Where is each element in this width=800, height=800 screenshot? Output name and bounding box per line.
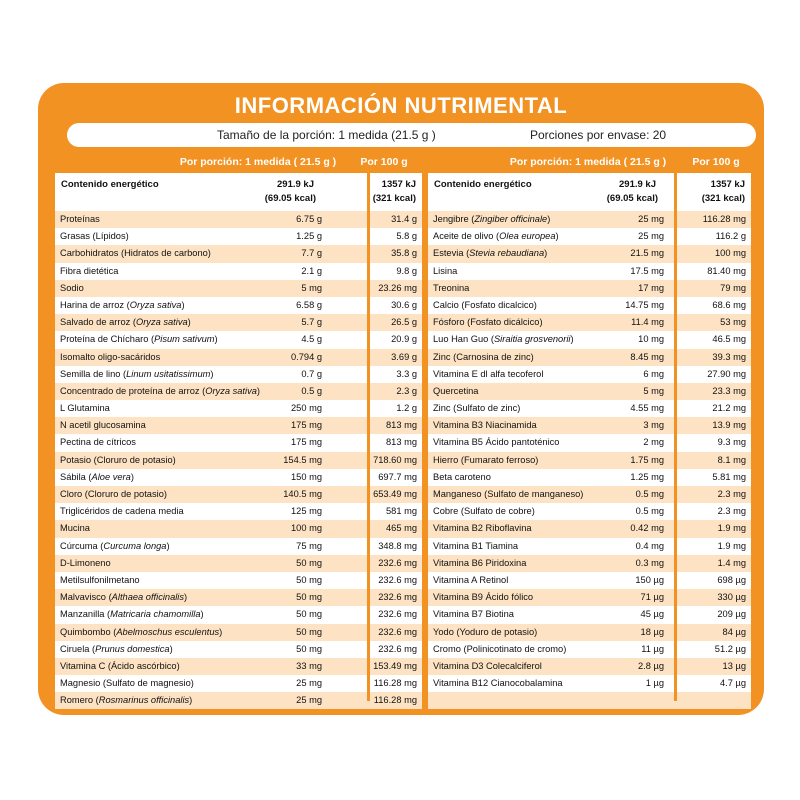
nutrient-name: Vitamina B5 Ácido pantoténico	[433, 437, 560, 448]
table-row	[428, 434, 751, 451]
table-row	[428, 469, 751, 486]
per100-value: 8.1 mg	[717, 454, 746, 465]
portion-value: 5 mg	[301, 282, 322, 293]
nutrient-name: Salvado de arroz (Oryza sativa)	[60, 317, 191, 328]
table-row	[428, 624, 751, 641]
nutrient-name: Cúrcuma (Curcuma longa)	[60, 540, 170, 551]
nutrient-name: Manzanilla (Matricaria chamomilla)	[60, 609, 204, 620]
nutrient-name: Magnesio (Sulfato de magnesio)	[60, 678, 194, 689]
table-row	[428, 658, 751, 675]
nutrient-name: Treonina	[433, 282, 470, 293]
portion-value: 25 mg	[638, 231, 664, 242]
portion-value: 18 µg	[640, 626, 664, 637]
portion-value: 50 mg	[296, 609, 322, 620]
per100-value: 232.6 mg	[378, 626, 417, 637]
table-row	[428, 692, 751, 709]
nutrient-name: Isomalto oligo-sacáridos	[60, 351, 161, 362]
table-row	[428, 400, 751, 417]
energy-portion-kcal: (69.05 kcal)	[264, 193, 316, 204]
nutrient-name: Triglicéridos de cadena media	[60, 506, 184, 517]
nutrient-name: Vitamina B9 Ácido fólico	[433, 592, 534, 603]
panel-title: INFORMACIÓN NUTRIMENTAL	[234, 93, 568, 118]
portion-value: 3 mg	[643, 420, 664, 431]
nutrient-name: Metilsulfonilmetano	[60, 574, 140, 585]
energy-portion-kj: 291.9 kJ	[619, 179, 656, 190]
portion-value: 1 µg	[645, 678, 664, 689]
left-header-portion: Por porción: 1 medida ( 21.5 g )	[179, 156, 337, 168]
nutrient-name: Quimbombo (Abelmoschus esculentus)	[60, 626, 223, 637]
nutrient-name: Vitamina E dl alfa tecoferol	[433, 368, 544, 379]
per100-value: 68.6 mg	[712, 299, 746, 310]
nutrient-name: Vitamina B12 Cianocobalamina	[433, 678, 563, 689]
energy-label: Contenido energético	[61, 179, 159, 190]
portion-value: 8.45 mg	[630, 351, 664, 362]
table-row	[428, 417, 751, 434]
nutrient-name: Estevia (Stevia rebaudiana)	[433, 248, 548, 259]
per100-value: 53 mg	[720, 317, 746, 328]
portion-value: 17.5 mg	[630, 265, 664, 276]
per100-value: 5.8 g	[396, 231, 417, 242]
portion-value: 50 mg	[296, 574, 322, 585]
nutrient-name: Cobre (Sulfato de cobre)	[433, 506, 535, 517]
per100-value: 3.69 g	[391, 351, 417, 362]
portion-value: 2.8 µg	[637, 660, 664, 671]
per100-value: 116.28 mg	[702, 214, 746, 224]
portion-value: 150 mg	[290, 471, 322, 482]
nutrient-name: Luo Han Guo (Siraitia grosvenorii)	[433, 334, 574, 345]
per100-value: 581 mg	[385, 506, 417, 517]
per100-value: 1.9 mg	[717, 540, 746, 551]
per100-value: 9.8 g	[396, 265, 417, 276]
nutrient-name: Proteína de Chícharo (Pisum sativum)	[60, 334, 218, 345]
per100-value: 232.6 mg	[378, 574, 417, 585]
nutrient-name: Quercetina	[433, 385, 479, 396]
per100-value: 348.8 mg	[378, 540, 417, 551]
per100-value: 116.28 mg	[373, 695, 417, 706]
portion-value: 7.7 g	[301, 248, 322, 259]
nutrient-name: Potasio (Cloruro de potasio)	[60, 454, 176, 465]
nutrient-name: Fósforo (Fosfato dicálcico)	[433, 317, 543, 328]
per100-value: 2.3 g	[396, 385, 417, 396]
energy-per100-kj: 1357 kJ	[381, 179, 416, 190]
table-row	[428, 538, 751, 555]
portion-value: 0.5 mg	[635, 489, 664, 499]
table-row	[428, 280, 751, 297]
nutrient-name: Romero (Rosmarinus officinalis)	[60, 695, 193, 706]
table-row	[428, 486, 751, 503]
table-row	[428, 383, 751, 400]
portion-value: 5.7 g	[301, 317, 322, 328]
right-energy-row	[428, 173, 751, 211]
portion-value: 21.5 mg	[630, 248, 664, 259]
portion-value: 100 mg	[290, 523, 322, 534]
portion-value: 250 mg	[290, 403, 322, 414]
nutrient-name: Vitamina B7 Biotina	[433, 609, 514, 620]
portion-value: 50 mg	[296, 557, 322, 568]
per100-value: 813 mg	[385, 437, 417, 448]
per100-value: 209 µg	[717, 609, 746, 620]
energy-label: Contenido energético	[434, 179, 532, 190]
nutrient-name: N acetil glucosamina	[60, 420, 146, 431]
portion-value: 1.75 mg	[630, 454, 664, 465]
nutrient-name: Vitamina B1 Tiamina	[433, 540, 519, 551]
nutrient-name: Carbohidratos (Hidratos de carbono)	[60, 248, 211, 259]
table-row	[428, 641, 751, 658]
nutrient-name: Zinc (Carnosina de zinc)	[433, 351, 534, 362]
portion-value: 150 µg	[635, 574, 664, 585]
per100-value: 81.40 mg	[707, 265, 746, 276]
nutrient-name: Manganeso (Sulfato de manganeso)	[433, 489, 584, 499]
per100-value: 26.5 g	[391, 317, 417, 328]
right-header-portion: Por porción: 1 medida ( 21.5 g )	[509, 156, 667, 168]
nutrient-name: Fibra dietética	[60, 265, 119, 276]
portion-value: 125 mg	[290, 506, 322, 517]
per100-value: 35.8 g	[391, 248, 417, 259]
per100-value: 21.2 mg	[712, 403, 746, 414]
energy-portion-kj: 291.9 kJ	[277, 179, 314, 190]
per100-value: 1.2 g	[396, 403, 417, 414]
portion-value: 0.7 g	[301, 368, 322, 379]
table-row	[428, 589, 751, 606]
per100-value: 697.7 mg	[378, 471, 417, 482]
nutrient-name: Malvavisco (Althaea officinalis)	[60, 592, 188, 603]
per100-value: 79 mg	[720, 282, 746, 293]
per100-value: 51.2 µg	[714, 643, 746, 654]
portion-value: 71 µg	[640, 592, 664, 603]
portion-value: 6.75 g	[296, 214, 322, 224]
nutrition-panel	[38, 83, 764, 715]
portion-value: 0.42 mg	[630, 523, 664, 534]
per100-value: 2.3 mg	[717, 506, 746, 517]
portion-value: 0.3 mg	[635, 557, 664, 568]
per100-value: 232.6 mg	[378, 557, 417, 568]
portion-value: 33 mg	[296, 660, 322, 671]
portion-value: 0.5 mg	[635, 506, 664, 517]
per100-value: 2.3 mg	[717, 489, 746, 499]
nutrient-name: Yodo (Yoduro de potasio)	[433, 626, 538, 637]
serving-bar	[67, 123, 756, 147]
nutrient-name: Sábila (Aloe vera)	[60, 471, 134, 482]
portion-value: 175 mg	[290, 420, 322, 431]
per100-value: 116.2 g	[715, 231, 746, 242]
per100-value: 13 µg	[722, 660, 746, 671]
per100-value: 465 mg	[385, 523, 417, 534]
left-column-divider	[367, 173, 370, 701]
nutrient-name: Calcio (Fosfato dicalcico)	[433, 299, 537, 310]
right-header-per100: Por 100 g	[692, 156, 740, 168]
nutrient-name: Pectina de cítricos	[60, 437, 136, 448]
portion-value: 45 µg	[640, 609, 664, 620]
portion-value: 10 mg	[638, 334, 664, 345]
right-rows	[428, 211, 751, 709]
portion-value: 6.58 g	[296, 299, 322, 310]
portion-value: 5 mg	[643, 385, 664, 396]
table-row	[428, 452, 751, 469]
portion-value: 2.1 g	[301, 265, 322, 276]
table-row	[428, 675, 751, 692]
nutrient-name: Hierro (Fumarato ferroso)	[433, 454, 539, 465]
nutrient-name: Proteínas	[60, 214, 100, 224]
nutrient-name: Semilla de lino (Linum usitatissimum)	[60, 368, 214, 379]
table-row	[428, 555, 751, 572]
table-row	[428, 572, 751, 589]
nutrient-name: Aceite de olivo (Olea europea)	[433, 231, 559, 242]
per100-value: 698 µg	[717, 574, 746, 585]
portion-value: 2 mg	[643, 437, 664, 448]
left-header-per100: Por 100 g	[360, 156, 408, 168]
right-nutrient-table	[428, 173, 751, 701]
portion-value: 1.25 mg	[630, 471, 664, 482]
table-row	[428, 314, 751, 331]
portion-value: 25 mg	[638, 214, 664, 224]
per100-value: 232.6 mg	[378, 643, 417, 654]
nutrient-name: Lisina	[433, 265, 458, 276]
per100-value: 23.3 mg	[712, 385, 746, 396]
per100-value: 3.3 g	[396, 368, 417, 379]
table-row	[428, 297, 751, 314]
table-row	[428, 211, 751, 228]
portion-value: 175 mg	[290, 437, 322, 448]
portion-value: 50 mg	[296, 592, 322, 603]
per100-value: 84 µg	[722, 626, 746, 637]
per100-value: 100 mg	[714, 248, 746, 259]
per100-value: 13.9 mg	[712, 420, 746, 431]
per100-value: 20.9 g	[391, 334, 417, 345]
nutrient-name: Vitamina B2 Riboflavina	[433, 523, 532, 534]
right-column-divider	[674, 173, 677, 701]
nutrient-name: L Glutamina	[60, 403, 110, 414]
per100-value: 23.26 mg	[378, 282, 417, 293]
portion-value: 140.5 mg	[283, 489, 322, 499]
energy-per100-kcal: (321 kcal)	[372, 193, 416, 204]
nutrient-name: Concentrado de proteína de arroz (Oryza sativa)	[60, 385, 261, 396]
portion-value: 0.794 g	[290, 351, 322, 362]
per100-value: 232.6 mg	[378, 609, 417, 620]
portion-value: 14.75 mg	[625, 299, 664, 310]
table-row	[428, 503, 751, 520]
portion-value: 75 mg	[296, 540, 322, 551]
portion-value: 11 µg	[641, 643, 664, 654]
nutrient-name: Cromo (Polinicotinato de cromo)	[433, 643, 567, 654]
portion-value: 25 mg	[296, 695, 322, 706]
per100-value: 232.6 mg	[378, 592, 417, 603]
table-row	[428, 349, 751, 366]
nutrient-name: Jengibre (Zingiber officinale)	[433, 214, 551, 224]
per100-value: 31.4 g	[391, 214, 417, 224]
portion-value: 1.25 g	[296, 231, 322, 242]
per100-value: 653.49 mg	[373, 489, 417, 499]
servings-per-container: Porciones por envase: 20	[530, 128, 667, 142]
energy-portion-kcal: (69.05 kcal)	[606, 193, 658, 204]
nutrient-name: Mucina	[60, 523, 90, 534]
per100-value: 30.6 g	[391, 299, 417, 310]
per100-value: 153.49 mg	[373, 660, 417, 671]
energy-per100-kj: 1357 kJ	[710, 179, 745, 190]
portion-value: 50 mg	[296, 626, 322, 637]
per100-value: 813 mg	[385, 420, 417, 431]
portion-value: 0.5 g	[301, 385, 322, 396]
nutrient-name: Beta caroteno	[433, 471, 491, 482]
per100-value: 5.81 mg	[712, 471, 746, 482]
table-row	[428, 245, 751, 262]
table-row	[428, 606, 751, 623]
per100-value: 9.3 mg	[717, 437, 746, 448]
portion-value: 25 mg	[296, 678, 322, 689]
per100-value: 330 µg	[717, 592, 746, 603]
per100-value: 27.90 mg	[707, 368, 746, 379]
nutrient-name: Zinc (Sulfato de zinc)	[433, 403, 521, 414]
portion-value: 4.5 g	[301, 334, 322, 345]
portion-value: 4.55 mg	[630, 403, 664, 414]
table-row	[428, 331, 751, 348]
nutrient-name: Sodio	[60, 282, 84, 293]
nutrient-name: Ciruela (Prunus domestica)	[60, 643, 173, 654]
table-row	[428, 228, 751, 245]
portion-value: 17 mg	[638, 282, 664, 293]
per100-value: 1.4 mg	[717, 557, 746, 568]
table-row	[428, 263, 751, 280]
nutrient-name: Cloro (Cloruro de potasio)	[60, 489, 167, 499]
per100-value: 46.5 mg	[712, 334, 746, 345]
portion-value: 154.5 mg	[283, 454, 322, 465]
nutrient-name: Vitamina D3 Colecalciferol	[433, 660, 542, 671]
portion-value: 0.4 mg	[635, 540, 664, 551]
per100-value: 718.60 mg	[373, 454, 417, 465]
energy-per100-kcal: (321 kcal)	[701, 193, 745, 204]
per100-value: 1.9 mg	[717, 523, 746, 534]
nutrient-name: Grasas (Lípidos)	[60, 231, 129, 242]
portion-value: 6 mg	[643, 368, 664, 379]
per100-value: 116.28 mg	[373, 678, 417, 689]
table-row	[428, 366, 751, 383]
nutrient-name: Vitamina C (Ácido ascórbico)	[60, 660, 180, 671]
left-nutrient-table	[55, 173, 422, 706]
portion-value: 11.4 mg	[631, 317, 664, 328]
per100-value: 4.7 µg	[719, 678, 746, 689]
portion-value: 50 mg	[296, 643, 322, 654]
nutrient-name: Vitamina A Retinol	[433, 574, 509, 585]
per100-value: 39.3 mg	[712, 351, 746, 362]
nutrient-name: Vitamina B6 Piridoxina	[433, 557, 527, 568]
nutrient-name: Harina de arroz (Oryza sativa)	[60, 299, 185, 310]
nutrient-name: Vitamina B3 Niacinamida	[433, 420, 537, 431]
table-row	[428, 520, 751, 537]
serving-size: Tamaño de la porción: 1 medida (21.5 g )	[217, 128, 436, 142]
nutrient-name: D-Limoneno	[60, 557, 111, 568]
